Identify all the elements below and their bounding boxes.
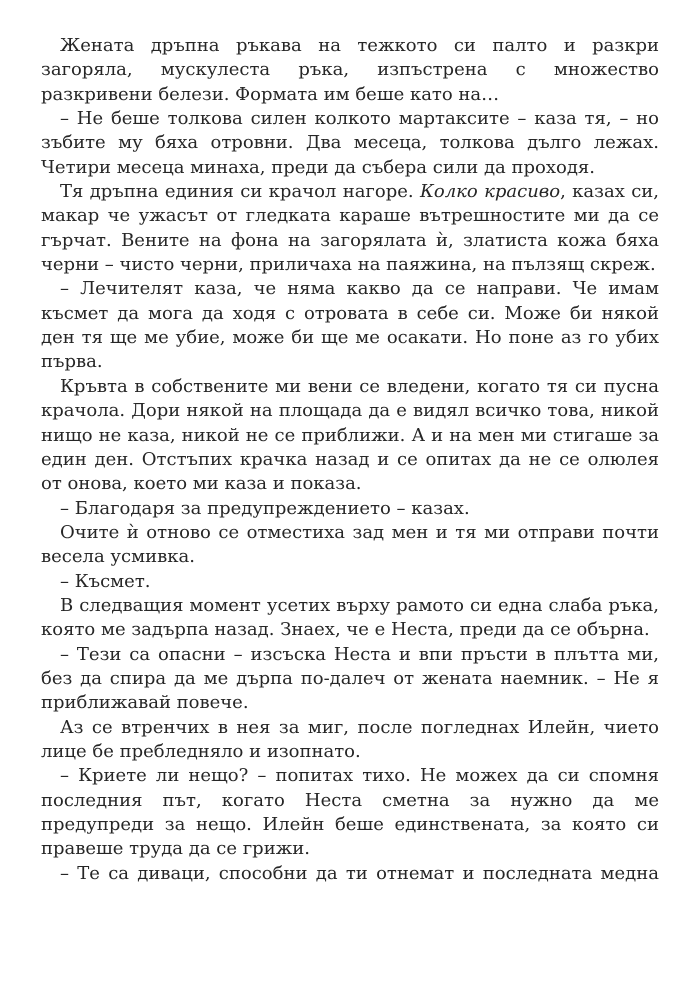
paragraph: – Късмет. [60, 570, 151, 592]
paragraph: Кръвта в собствените ми вени се вледени, когато тя си пусна крачола. Дори някой на площада да е видял всичко това, никой нищо не каза, никой не се приближи. А и на мен ми стигаше за един ден. Отстъпих крачка назад и се опитах да не се олюлея от онова, което ми каза и показа. [41, 375, 659, 495]
paragraph [41, 180, 659, 277]
paragraph: Очите ѝ отново се отместиха зад мен и тя ми отправи почти весела усмивка. [41, 521, 659, 568]
italic-text: Колко красиво [419, 181, 561, 203]
paragraph: В следващия момент усетих върху рамото си една слаба ръка, която ме задърпа назад. Знаех, че е Неста, преди да се обърна. [41, 594, 659, 641]
paragraph: – Криете ли нещо? – попитах тихо. Не можех да си спомня последния път, когато Неста сметна за нужно да ме предупреди за нещо. Илейн беше единствената, за която си правеше труда да се грижи. [41, 765, 659, 860]
paragraph-text: Тя дръпна единия си крачол нагоре. [60, 181, 420, 203]
paragraph: – Тези са опасни – изсъска Неста и впи пръсти в плътта ми, без да спира да ме дърпа по-далеч от жената наемник. – Не я приближавай повече. [41, 643, 659, 714]
book-page [41, 34, 659, 886]
paragraph: Аз се втренчих в нея за миг, после погледнах Илейн, чието лице бе пребледняло и изопнато. [41, 716, 659, 762]
paragraph: Жената дръпна ръкава на тежкото си палто и разкри загоряла, мускулеста ръка, изпъстрена с множество разкривени белези. Формата им беше като на… [41, 35, 659, 105]
paragraph-text: , казах си, макар че ужасът от гледката караше вътрешностите ми да се гърчат. Вените на фона на загорялата ѝ, златиста кожа бяха черни – чисто черни, приличаха на паяжина, на пълзящ скреж. [41, 181, 660, 276]
paragraph: – Те са диваци, способни да ти отнемат и последната медна [60, 862, 659, 884]
paragraph: – Лечителят каза, че няма какво да се направи. Че имам късмет да мога да ходя с отровата в себе си. Може би някой ден тя ще ме убие, може би ще ме осакати. Но поне аз го убих първа. [41, 278, 659, 373]
paragraph: – Благодаря за предупреждението – казах. [60, 497, 470, 519]
paragraph: – Не беше толкова силен колкото мартакситe – каза тя, – но зъбите му бяха отровни. Два месеца, толкова дълго лежах. Четири месеца минаха, преди да събера сили да проходя. [41, 108, 659, 178]
